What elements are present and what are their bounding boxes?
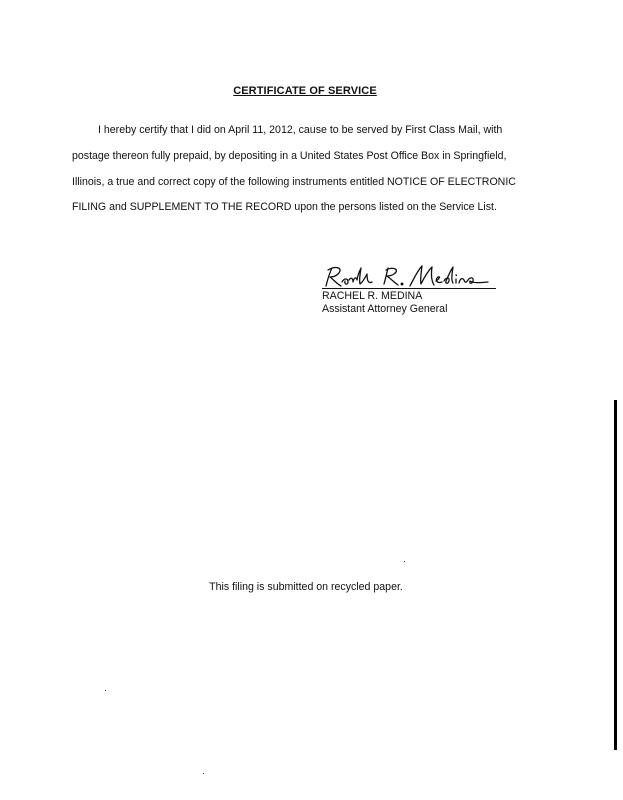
body-line-2: postage thereon fully prepaid, by depositing in a United States Post Office Box in Springfield, [72,150,507,162]
scan-speck [105,690,106,691]
signer-title: Assistant Attorney General [322,303,448,315]
body-line-4: FILING and SUPPLEMENT TO THE RECORD upon the persons listed on the Service List. [72,201,497,213]
recycled-paper-note: This filing is submitted on recycled paper. [209,581,403,593]
scan-speck [203,773,204,774]
scan-speck [404,561,405,562]
document-title: CERTIFICATE OF SERVICE [233,85,377,97]
scan-edge-bar [614,400,617,750]
body-line-1: I hereby certify that I did on April 11, 2012, cause to be served by First Class Mail, with [98,124,503,136]
signer-name: RACHEL R. MEDINA [322,290,423,302]
body-line-3: Illinois, a true and correct copy of the following instruments entitled NOTICE OF ELECTRONIC [72,176,516,188]
signature-line [322,288,496,289]
